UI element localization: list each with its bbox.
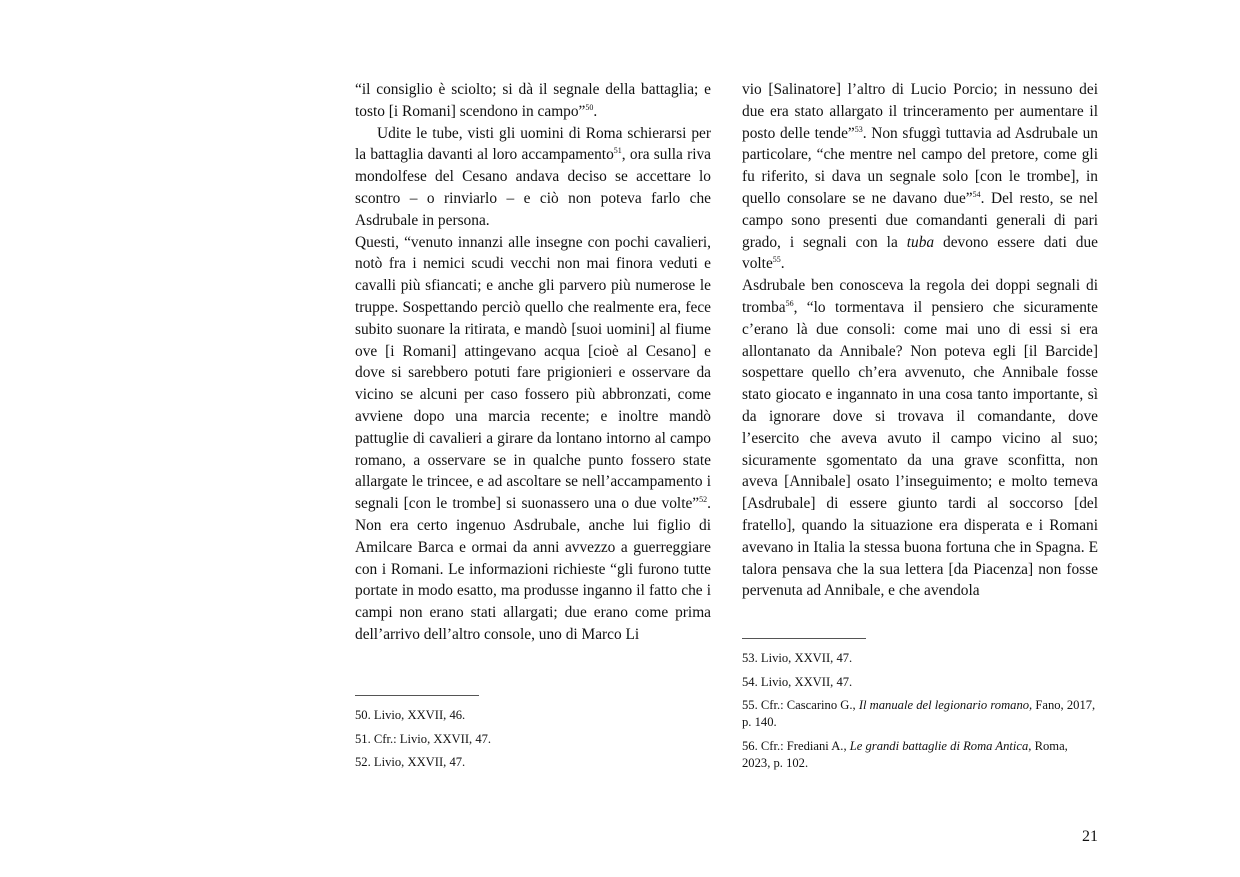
left-text-column	[355, 79, 711, 646]
footnote-ref: 56	[785, 298, 794, 308]
footnote-text: Fano, 2017, p. 140.	[742, 698, 1096, 729]
footnote	[742, 738, 1098, 772]
paragraph-text: Questi, “venuto innanzi alle insegne con pochi cavalieri, notò fra i nemici scudi vecchi non mai finora veduti e cavalli più sfiancati; e anche gli parvero più numerose le truppe. Sospettando perciò quello che realmente era, fece subito suonare la ritirata, e mandò [suoi uomini] al fiume ove [i Romani] attingevano acqua [cioè al Cesano] e dove si sarebbero potuti fare prigionieri e osservare da vicino se alcuni per caso fossero più abbronzati, come avviene dopo una marcia recente; e inoltre mandò pattuglie di cavalieri a girare da lontano intorno al campo romano, a osservare se in qualche punto fossero state allargate le trincee, e ad ascoltare se nell’accampamento i segnali [con le trombe] si suonassero una o due volte”	[355, 233, 711, 513]
book-title: Il manuale del legionario romano,	[858, 698, 1033, 712]
footnote-ref: 50	[585, 102, 594, 112]
paragraph-text: . Non era certo ingenuo Asdrubale, anche lui figlio di Amilcare Barca e ormai da anni avvezzo a guerreggiare con i Romani. Le informazioni richieste “gli furono tutte portate in modo esatto, ma produsse inganno il fatto che i campi non erano stati allargati; due erano come prima dell’arrivo dell’altro console, uno di Marco Li	[355, 495, 711, 643]
paragraph	[742, 275, 1098, 602]
footnotes-left	[355, 707, 711, 778]
right-text-column	[742, 79, 1098, 602]
footnote-divider	[355, 695, 479, 696]
footnote-text: 55. Cfr.: Cascarino G.,	[742, 698, 859, 712]
paragraph-text: , “lo tormentava il pensiero che sicuramente c’erano là due consoli: come mai uno di essi si era allontanato da Annibale? Non poteva egli [il Barcide] sospettare quello ch’era avvenuto, che Annibale fosse stato giocato e ingannato in una cosa tanto importante, sì da ignorare dove si trovava il comandante, dove l’esercito che aveva avuto il campo vicino al suo; sicuramente sgomentato da una grave sconfitta, non aveva [Annibale] osato l’inseguimento; e molto temeva [Asdrubale] di essere giunto tardi al soccorso [del fratello], quando la situazione era disperata e i Romani avevano in Italia la stessa buona fortuna che in Spagna. E talora pensava che la sua lettera [da Piacenza] non fosse pervenuta ad Annibale, e che avendola	[742, 298, 1098, 600]
paragraph-text: Asdrubale ben conosceva la regola dei doppi segnali di tromba	[742, 277, 1098, 316]
footnote-ref: 53	[854, 124, 863, 134]
footnote: 52. Livio, XXVII, 47.	[355, 755, 466, 769]
paragraph-text: vio [Salinatore] l’altro di Lucio Porcio; in nessuno dei due era stato allargato il trinceramento per aumentare il posto delle tende”	[742, 81, 1098, 142]
paragraph-text: .	[593, 102, 598, 120]
paragraph-text: devono essere dati due volte	[742, 233, 1098, 273]
paragraph	[355, 79, 711, 123]
footnote-ref: 52	[699, 495, 708, 505]
italic-term: tuba	[906, 233, 935, 251]
paragraph-text: “il consiglio è sciolto; si dà il segnale della battaglia; e tosto [i Romani] scendono in campo”	[355, 81, 711, 120]
footnote: 54. Livio, XXVII, 47.	[742, 674, 853, 689]
paragraph-text: . Del resto, se nel campo sono presenti due comandanti generali di pari grado, i segnali con la	[742, 189, 1098, 251]
footnote-text: 56. Cfr.: Frediani A.,	[742, 738, 850, 753]
footnote-ref: 54	[972, 189, 981, 199]
paragraph-text: , ora sulla riva mondolfese del Cesano andava deciso se accettare lo scontro – o rinviarlo – e ciò non poteva farlo che Asdrubale in persona.	[355, 146, 711, 229]
footnote	[742, 697, 1098, 731]
footnote-divider	[742, 638, 866, 639]
footnote-text: Roma, 2023, p. 102.	[742, 738, 1068, 770]
book-title: Le grandi battaglie di Roma Antica,	[849, 738, 1032, 753]
footnote-ref: 55	[772, 255, 781, 265]
footnotes-right	[742, 650, 1098, 778]
footnote: 53. Livio, XXVII, 47.	[742, 651, 853, 665]
paragraph	[742, 79, 1098, 275]
paragraph	[355, 123, 711, 232]
paragraph-text: .	[780, 255, 785, 273]
paragraph-text: Udite le tube, visti gli uomini di Roma schierarsi per la battaglia davanti al loro accampamento	[355, 124, 711, 164]
footnote-ref: 51	[613, 146, 622, 156]
footnote: 50. Livio, XXVII, 46.	[355, 708, 466, 722]
paragraph	[355, 232, 711, 646]
footnote: 51. Cfr.: Livio, XXVII, 47.	[355, 731, 492, 746]
paragraph-text: . Non sfuggì tuttavia ad Asdrubale un particolare, “che mentre nel campo del pretore, come gli fu riferito, si dava un segnale solo [con le trombe], in quello consolare se ne davano due”	[742, 124, 1098, 207]
page-number: 21	[1082, 828, 1098, 845]
